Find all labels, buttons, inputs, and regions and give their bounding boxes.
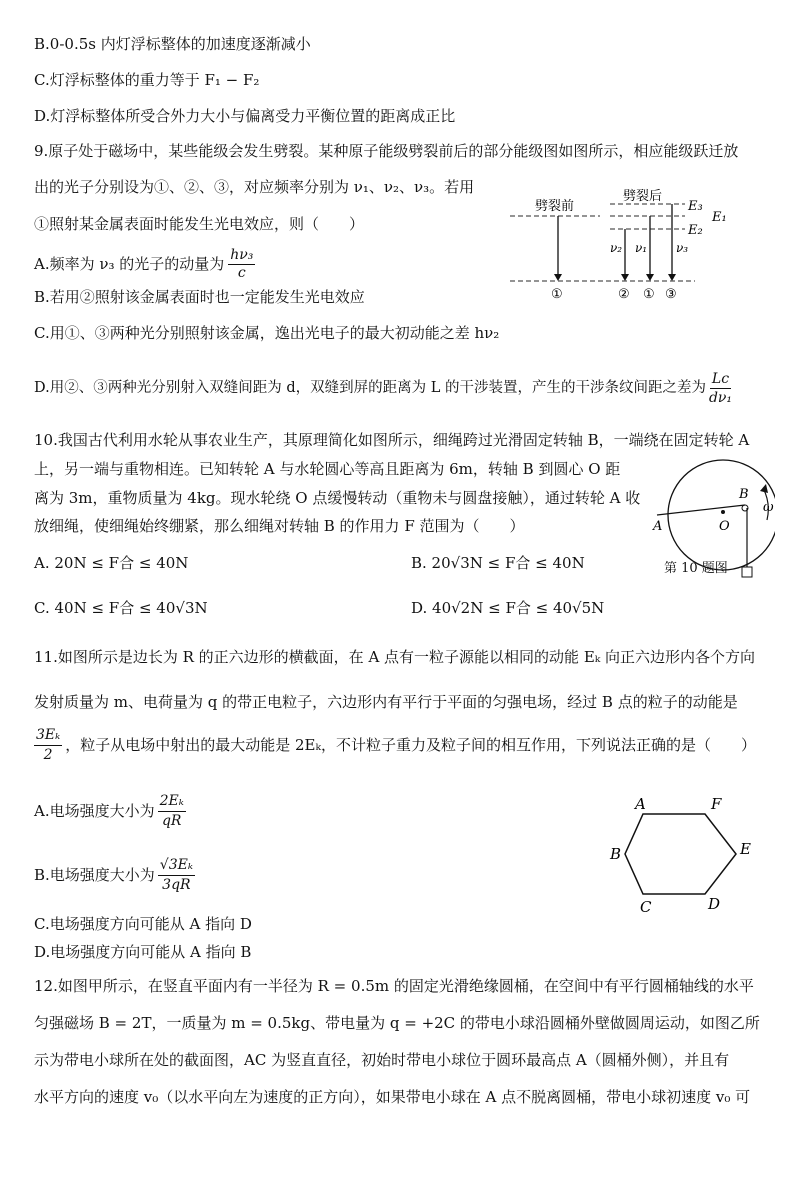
- label-before: 劈裂前: [535, 199, 575, 214]
- q10-stem-line3: 离为 3m，重物质量为 4kg。现水轮绕 O 点缓慢转动（重物未与圆盘接触），通过转轮 A 收: [34, 489, 641, 507]
- label-omega: ω: [763, 500, 774, 515]
- q11-option-b-fraction: [158, 856, 195, 895]
- label-e: E: [740, 840, 751, 858]
- q9-option-a-text: A.频率为 ν₃ 的光子的动量为: [34, 255, 225, 273]
- q9-option-b: B.若用②照射该金属表面时也一定能发生光电效应: [34, 288, 365, 306]
- label-b: B: [610, 845, 622, 863]
- q10-stem-line1: 10.我国古代利用水轮从事农业生产，其原理简化如图所示，细绳跨过光滑固定转轴 B，一端绕在固定转轮 A: [34, 431, 750, 449]
- q11-hexagon-figure: [605, 794, 775, 918]
- label-f: F: [711, 795, 722, 813]
- label-d: D: [708, 895, 721, 913]
- q9-option-d: [34, 366, 732, 410]
- q11-option-b-denominator: 3qR: [162, 876, 191, 893]
- q8-option-c: C.灯浮标整体的重力等于 F₁ − F₂: [34, 71, 260, 89]
- q11-option-a-fraction: [158, 792, 186, 831]
- arrow-1-after-head: [646, 274, 654, 281]
- q9-option-a-denominator: c: [237, 264, 246, 281]
- q9-option-d-fraction: [709, 370, 732, 407]
- q11-option-a-denominator: qR: [161, 812, 182, 829]
- arrow-1-before-head: [554, 274, 562, 281]
- q11-stem-line1: 11.如图所示是边长为 R 的正六边形的横截面，在 A 点有一粒子源能以相同的动能 Eₖ 向正六边形内各个方向: [34, 648, 756, 666]
- q12-stem-line2: 匀强磁场 B = 2T，一质量为 m = 0.5kg、带电量为 q = +2C 的带电小球沿圆桶外壁做圆周运动，如图乙所: [34, 1014, 760, 1032]
- label-a: A: [635, 795, 646, 813]
- weight: [742, 567, 752, 577]
- q11-option-c: C.电场强度方向可能从 A 指向 D: [34, 915, 252, 933]
- q9-stem-line3: ①照射某金属表面时能发生光电效应，则（ ）: [34, 215, 365, 233]
- q12-stem-line1: 12.如图甲所示，在竖直平面内有一半径为 R = 0.5m 的固定光滑绝缘圆桶，在空间中有平行圆桶轴线的水平: [34, 977, 754, 995]
- q9-stem-line2: 出的光子分别设为①、②、③，对应频率分别为 ν₁、ν₂、ν₃。若用: [34, 178, 475, 196]
- q9-option-d-denominator: dν₁: [708, 389, 733, 406]
- q9-stem-line1: 9.原子处于磁场中，某些能级会发生劈裂。某种原子能级劈裂前后的部分能级图如图所示，相应能级跃迁放: [34, 142, 739, 160]
- q11-fraction-3ek: [34, 726, 62, 765]
- q9-energy-level-figure: [500, 186, 740, 304]
- q8-option-d: D.灯浮标整体所受合外力大小与偏离受力平衡位置的距离成正比: [34, 107, 456, 125]
- q11-stem-line2: 发射质量为 m、电荷量为 q 的带正电粒子，六边形内有平行于平面的匀强电场，经过 B 点的粒子的动能是: [34, 693, 738, 711]
- hexagon: [625, 814, 736, 894]
- q9-option-c: C.用①、③两种光分别照射该金属，逸出光电子的最大初动能之差 hν₂: [34, 324, 500, 342]
- q8-option-b: B.0-0.5s 内灯浮标整体的加速度逐渐减小: [34, 35, 311, 53]
- q9-option-a-numerator: hν₃: [230, 246, 254, 263]
- q10-option-d: D. 40√2N ≤ F合 ≤ 40√5N: [411, 599, 605, 617]
- label-e2: E₂: [688, 223, 703, 238]
- q10-option-a: A. 20N ≤ F合 ≤ 40N: [34, 554, 189, 572]
- q11-option-b-numerator: √3Eₖ: [158, 856, 195, 876]
- arrow-2-head: [621, 274, 629, 281]
- label-e3: E₃: [688, 199, 703, 214]
- q11-option-b-text: B.电场强度大小为: [34, 866, 155, 884]
- q11-fraction-denominator: 2: [43, 746, 53, 763]
- q12-stem-line3: 示为带电小球所在处的截面图，AC 为竖直直径，初始时带电小球位于圆环最高点 A（圆桶外侧），并且有: [34, 1051, 730, 1069]
- water-wheel: [668, 460, 775, 570]
- label-circle-3: ③: [665, 287, 677, 302]
- q9-option-a: [34, 246, 255, 282]
- q12-stem-line4: 水平方向的速度 v₀（以水平向左为速度的正方向），如果带电小球在 A 点不脱离圆桶，带电小球初速度 v₀ 可: [34, 1088, 751, 1106]
- q11-option-d: D.电场强度方向可能从 A 指向 B: [34, 943, 252, 961]
- label-after: 劈裂后: [623, 189, 663, 204]
- label-e1: E₁: [712, 210, 727, 225]
- q9-option-d-numerator: Lc: [711, 370, 730, 387]
- rope-a-b: [657, 505, 745, 515]
- q11-option-a-text: A.电场强度大小为: [34, 802, 155, 820]
- label-v1: ν₁: [635, 241, 648, 255]
- label-v2: ν₂: [610, 241, 623, 255]
- label-b: B: [739, 487, 749, 502]
- center-o: [721, 510, 725, 514]
- q9-option-d-text: D.用②、③两种光分别射入双缝间距为 d，双缝到屏的距离为 L 的干涉装置，产生的干涉条纹间距之差为: [34, 380, 706, 396]
- q11-stem-line3-text: ，粒子从电场中射出的最大动能是 2Eₖ，不计粒子重力及粒子间的相互作用，下列说法正确的是（ ）: [65, 736, 756, 754]
- label-circle-1-after: ①: [643, 287, 655, 302]
- q11-option-a-numerator: 2Eₖ: [158, 792, 186, 812]
- q10-figure-caption: 第 10 题图: [664, 561, 728, 576]
- label-a: A: [653, 519, 663, 534]
- arrow-3-head: [668, 274, 676, 281]
- q11-fraction-numerator: 3Eₖ: [34, 726, 62, 746]
- label-c: C: [640, 898, 652, 916]
- q10-stem-line4: 放细绳，使细绳始终绷紧，那么细绳对转轴 B 的作用力 F 范围为（ ）: [34, 517, 525, 535]
- label-circle-1-before: ①: [551, 287, 563, 302]
- q10-option-b: B. 20√3N ≤ F合 ≤ 40N: [411, 554, 585, 572]
- label-circle-2: ②: [618, 287, 630, 302]
- label-o: O: [719, 519, 730, 534]
- q10-option-c: C. 40N ≤ F合 ≤ 40√3N: [34, 599, 208, 617]
- q10-stem-line2: 上，另一端与重物相连。已知转轮 A 与水轮圆心等高且距离为 6m，转轴 B 到圆心 O 距: [34, 460, 621, 478]
- rotation-arrow-head: [760, 484, 768, 493]
- label-v3: ν₃: [676, 241, 689, 255]
- q11-option-b: [34, 852, 195, 898]
- q9-option-a-fraction: [228, 247, 255, 282]
- q11-option-a: [34, 788, 186, 834]
- q11-stem-line3: [34, 722, 756, 768]
